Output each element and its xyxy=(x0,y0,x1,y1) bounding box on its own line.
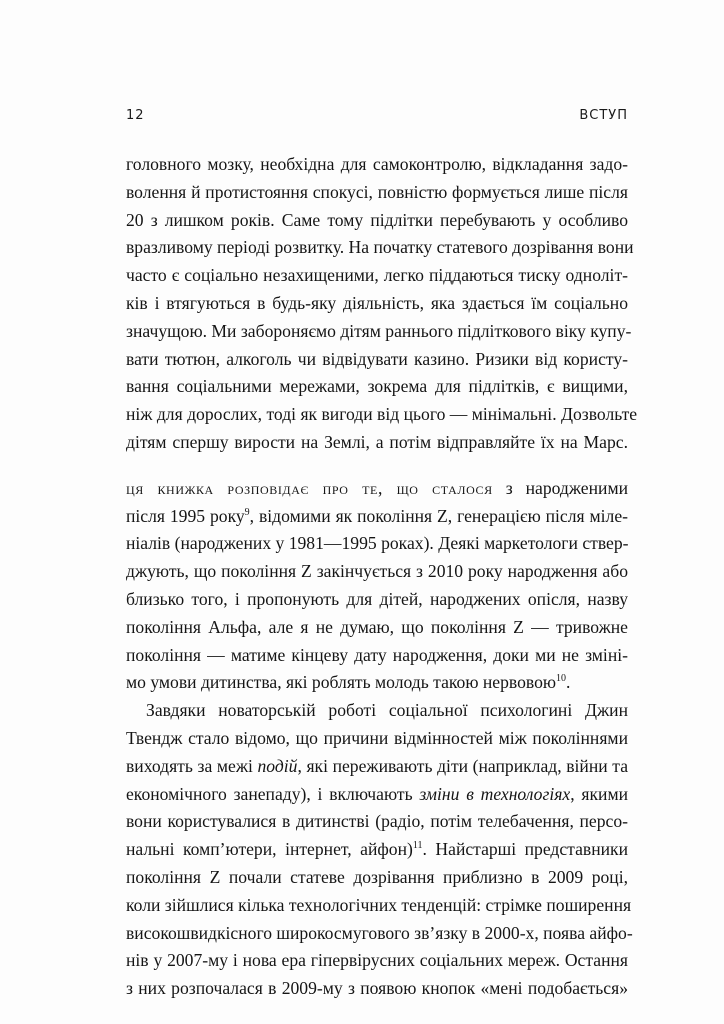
running-header xyxy=(126,108,628,128)
text-line: Твендж стало відомо, що причини відмінностей між поколіннями xyxy=(126,727,628,748)
text-line xyxy=(126,753,628,781)
text-run: після 1995 року xyxy=(126,505,245,526)
text-run: виходять за межі xyxy=(126,755,258,776)
text-run: з народженими xyxy=(492,477,629,498)
text-line xyxy=(126,669,628,697)
text-line: вразливому періоді розвитку. На початку статевого дозрівання вони xyxy=(126,237,634,258)
body-text xyxy=(126,151,638,1003)
page-number: 12 xyxy=(126,108,145,123)
text-line: головного мозку, необхідна для самоконтролю, відкладання задо- xyxy=(126,154,628,174)
text-line: вати тютюн, алкоголь чи відвідувати казино. Ризики від користу- xyxy=(126,348,628,369)
text-line: нів у 2007-му і нова ера гіпервірусних соціальних мереж. Остання xyxy=(126,950,628,971)
text-run: . Найстарші представники xyxy=(422,839,628,860)
section-title: ВСТУП xyxy=(579,108,628,123)
emphasis: подій xyxy=(257,755,298,776)
emphasis: зміни в технологіях xyxy=(419,783,571,804)
text-line: близько того, і пропонують для дітей, народжених опісля, назву xyxy=(126,588,628,609)
text-run: мо умови дитинства, які роблять молодь такою нервовою xyxy=(126,672,557,693)
section-break xyxy=(126,457,628,475)
text-run: економічного занепаду), і включають xyxy=(126,783,420,804)
text-line: покоління Альфа, але я не думаю, що покоління Z — тривожне xyxy=(126,616,628,637)
book-page xyxy=(126,0,638,1024)
text-line: дітям спершу вирости на Землі, а потім відправляйте їх на Марс. xyxy=(126,431,628,452)
text-line: вони користувалися в дитинстві (радіо, потім телебачення, персо- xyxy=(126,811,628,832)
text-line: 20 з лишком років. Саме тому підлітки перебувають у особливо xyxy=(126,209,628,230)
text-line: Завдяки новаторській роботі соціальної психологині Джин xyxy=(146,700,628,721)
footnote-ref: 9 xyxy=(244,506,250,518)
text-line xyxy=(126,503,628,531)
text-line xyxy=(126,836,628,864)
footnote-ref: 10 xyxy=(556,673,567,685)
text-run: , які переживають діти (наприклад, війни та xyxy=(297,755,628,776)
text-run: , якими xyxy=(570,783,628,804)
paragraph-1 xyxy=(126,151,638,457)
text-line: покоління Z почали статеве дозрівання приблизно в 2009 році, xyxy=(126,866,628,887)
text-line: коли зійшлися кілька технологічних тенденцій: стрімке поширення xyxy=(126,894,632,915)
text-line: високошвидкісного широкосмугового зв’язку в 2000-х, поява айфо- xyxy=(126,922,633,943)
text-run: нальні комп’ютери, інтернет, айфон) xyxy=(126,839,413,860)
text-line: ніж для дорослих, тоді як вигоди від цього — мінімальні. Дозвольте xyxy=(126,404,638,425)
text-line: вання соціальними мережами, зокрема для підлітків, є вищими, xyxy=(126,376,628,397)
text-line xyxy=(126,781,628,809)
text-line xyxy=(126,475,628,503)
paragraph-2 xyxy=(126,475,628,697)
text-line: часто є соціально незахищеними, легко піддаються тиску одноліт- xyxy=(126,265,628,286)
text-line: джують, що покоління Z закінчується з 2010 року народження або xyxy=(126,561,628,582)
text-line: значущою. Ми забороняємо дітям раннього підліткового віку купу- xyxy=(126,320,632,341)
text-run: , відомими як покоління Z, генерацією після міле- xyxy=(249,505,628,526)
paragraph-3 xyxy=(126,697,633,1003)
text-line: ків і втягуються в будь-яку діяльність, яка здається їм соціально xyxy=(126,292,628,313)
text-line: покоління — матиме кінцеву дату народження, доки ми не зміні- xyxy=(126,644,628,665)
text-run: . xyxy=(566,672,571,693)
small-caps-lead-in: ця книжка розповідає про те, що сталося xyxy=(126,477,493,498)
text-line: волення й протистояння спокусі, повністю формується лише після xyxy=(126,181,628,202)
text-line: ніалів (народжених у 1981—1995 роках). Деякі маркетологи ствер- xyxy=(126,533,629,554)
footnote-ref: 11 xyxy=(412,840,423,852)
text-line: з них розпочалася в 2009-му з появою кнопок «мені подобається» xyxy=(126,978,628,999)
